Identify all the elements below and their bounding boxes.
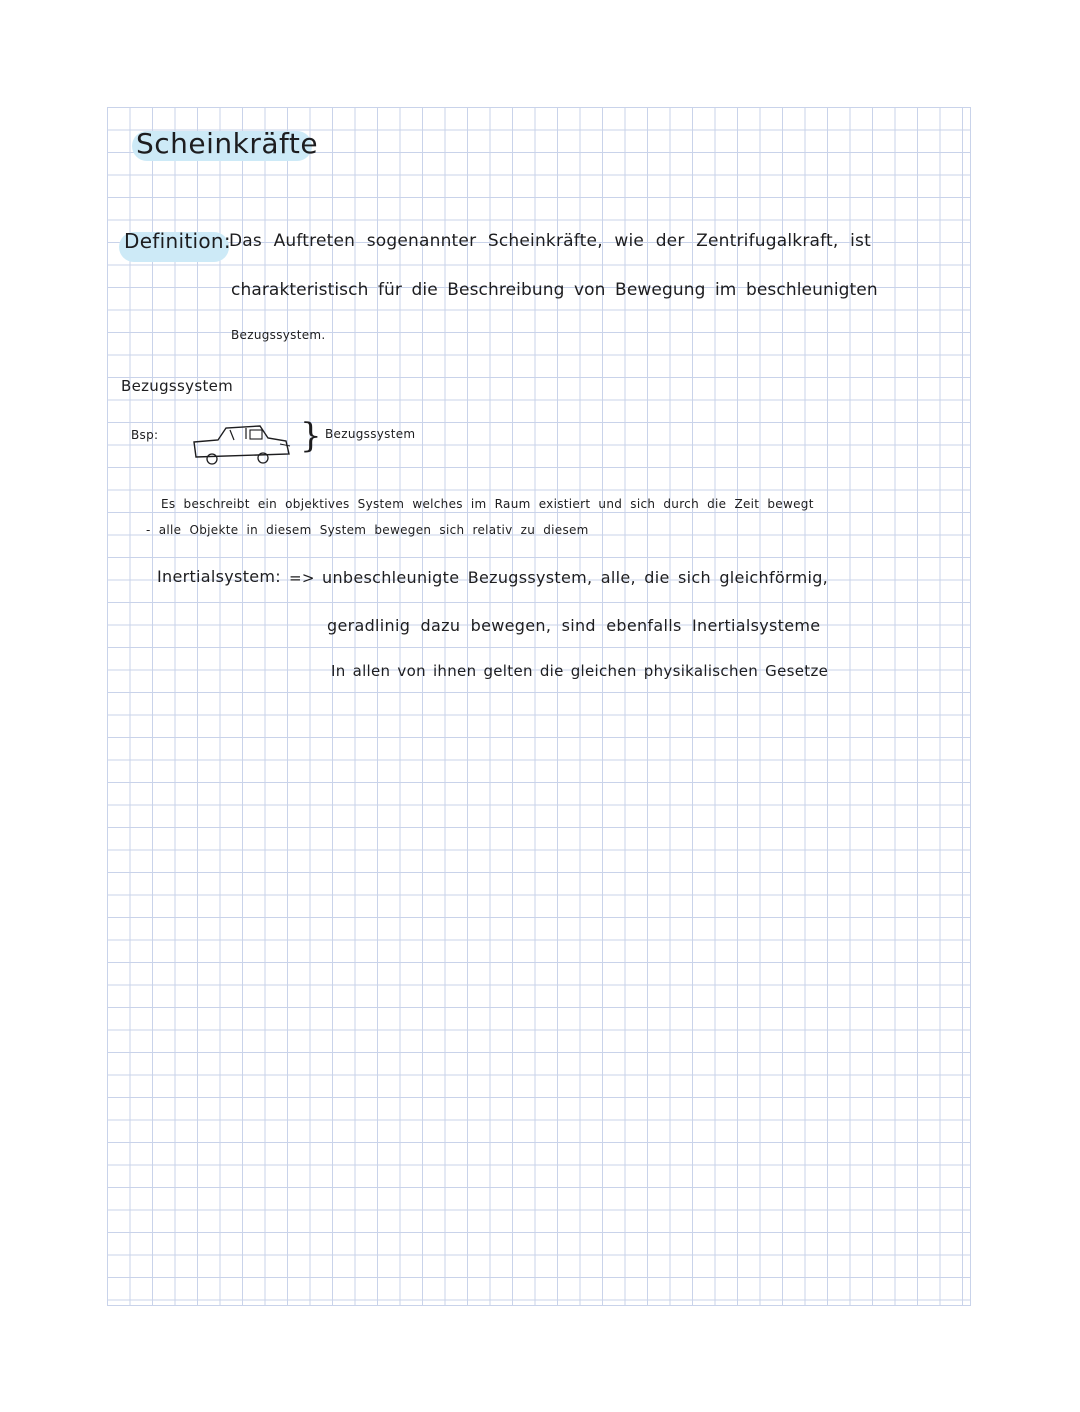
inertial-line-3: In allen von ihnen gelten die gleichen physikalischen Gesetze [331, 662, 829, 680]
inertial-line-1: unbeschleunigte Bezugssystem, alle, die sich gleichförmig, [322, 568, 829, 587]
definition-line-2: charakteristisch für die Beschreibung von Bewegung im beschleunigten [231, 280, 878, 300]
inertial-line-2: geradlinig dazu bewegen, sind ebenfalls Inertialsysteme [327, 616, 821, 635]
description-line-1: Es beschreibt ein objektives System welches im Raum existiert und sich durch die Zeit bewegt [161, 497, 814, 511]
definition-label: Definition: [124, 229, 231, 253]
description-line-2: - alle Objekte in diesem System bewegen sich relativ zu diesem [146, 523, 589, 537]
page-title: Scheinkräfte [136, 127, 319, 160]
example-label: Bsp: [131, 428, 159, 442]
example-brace: } [300, 416, 322, 456]
definition-line-3: Bezugssystem. [231, 328, 326, 342]
section-heading: Bezugssystem [121, 377, 234, 395]
definition-line-1: Das Auftreten sogenannter Scheinkräfte, wie der Zentrifugalkraft, ist [229, 231, 871, 251]
car-sketch-icon [188, 420, 298, 468]
example-caption: Bezugssystem [325, 427, 416, 441]
inertial-label: Inertialsystem: [157, 567, 281, 586]
inertial-arrow: => [289, 569, 315, 587]
